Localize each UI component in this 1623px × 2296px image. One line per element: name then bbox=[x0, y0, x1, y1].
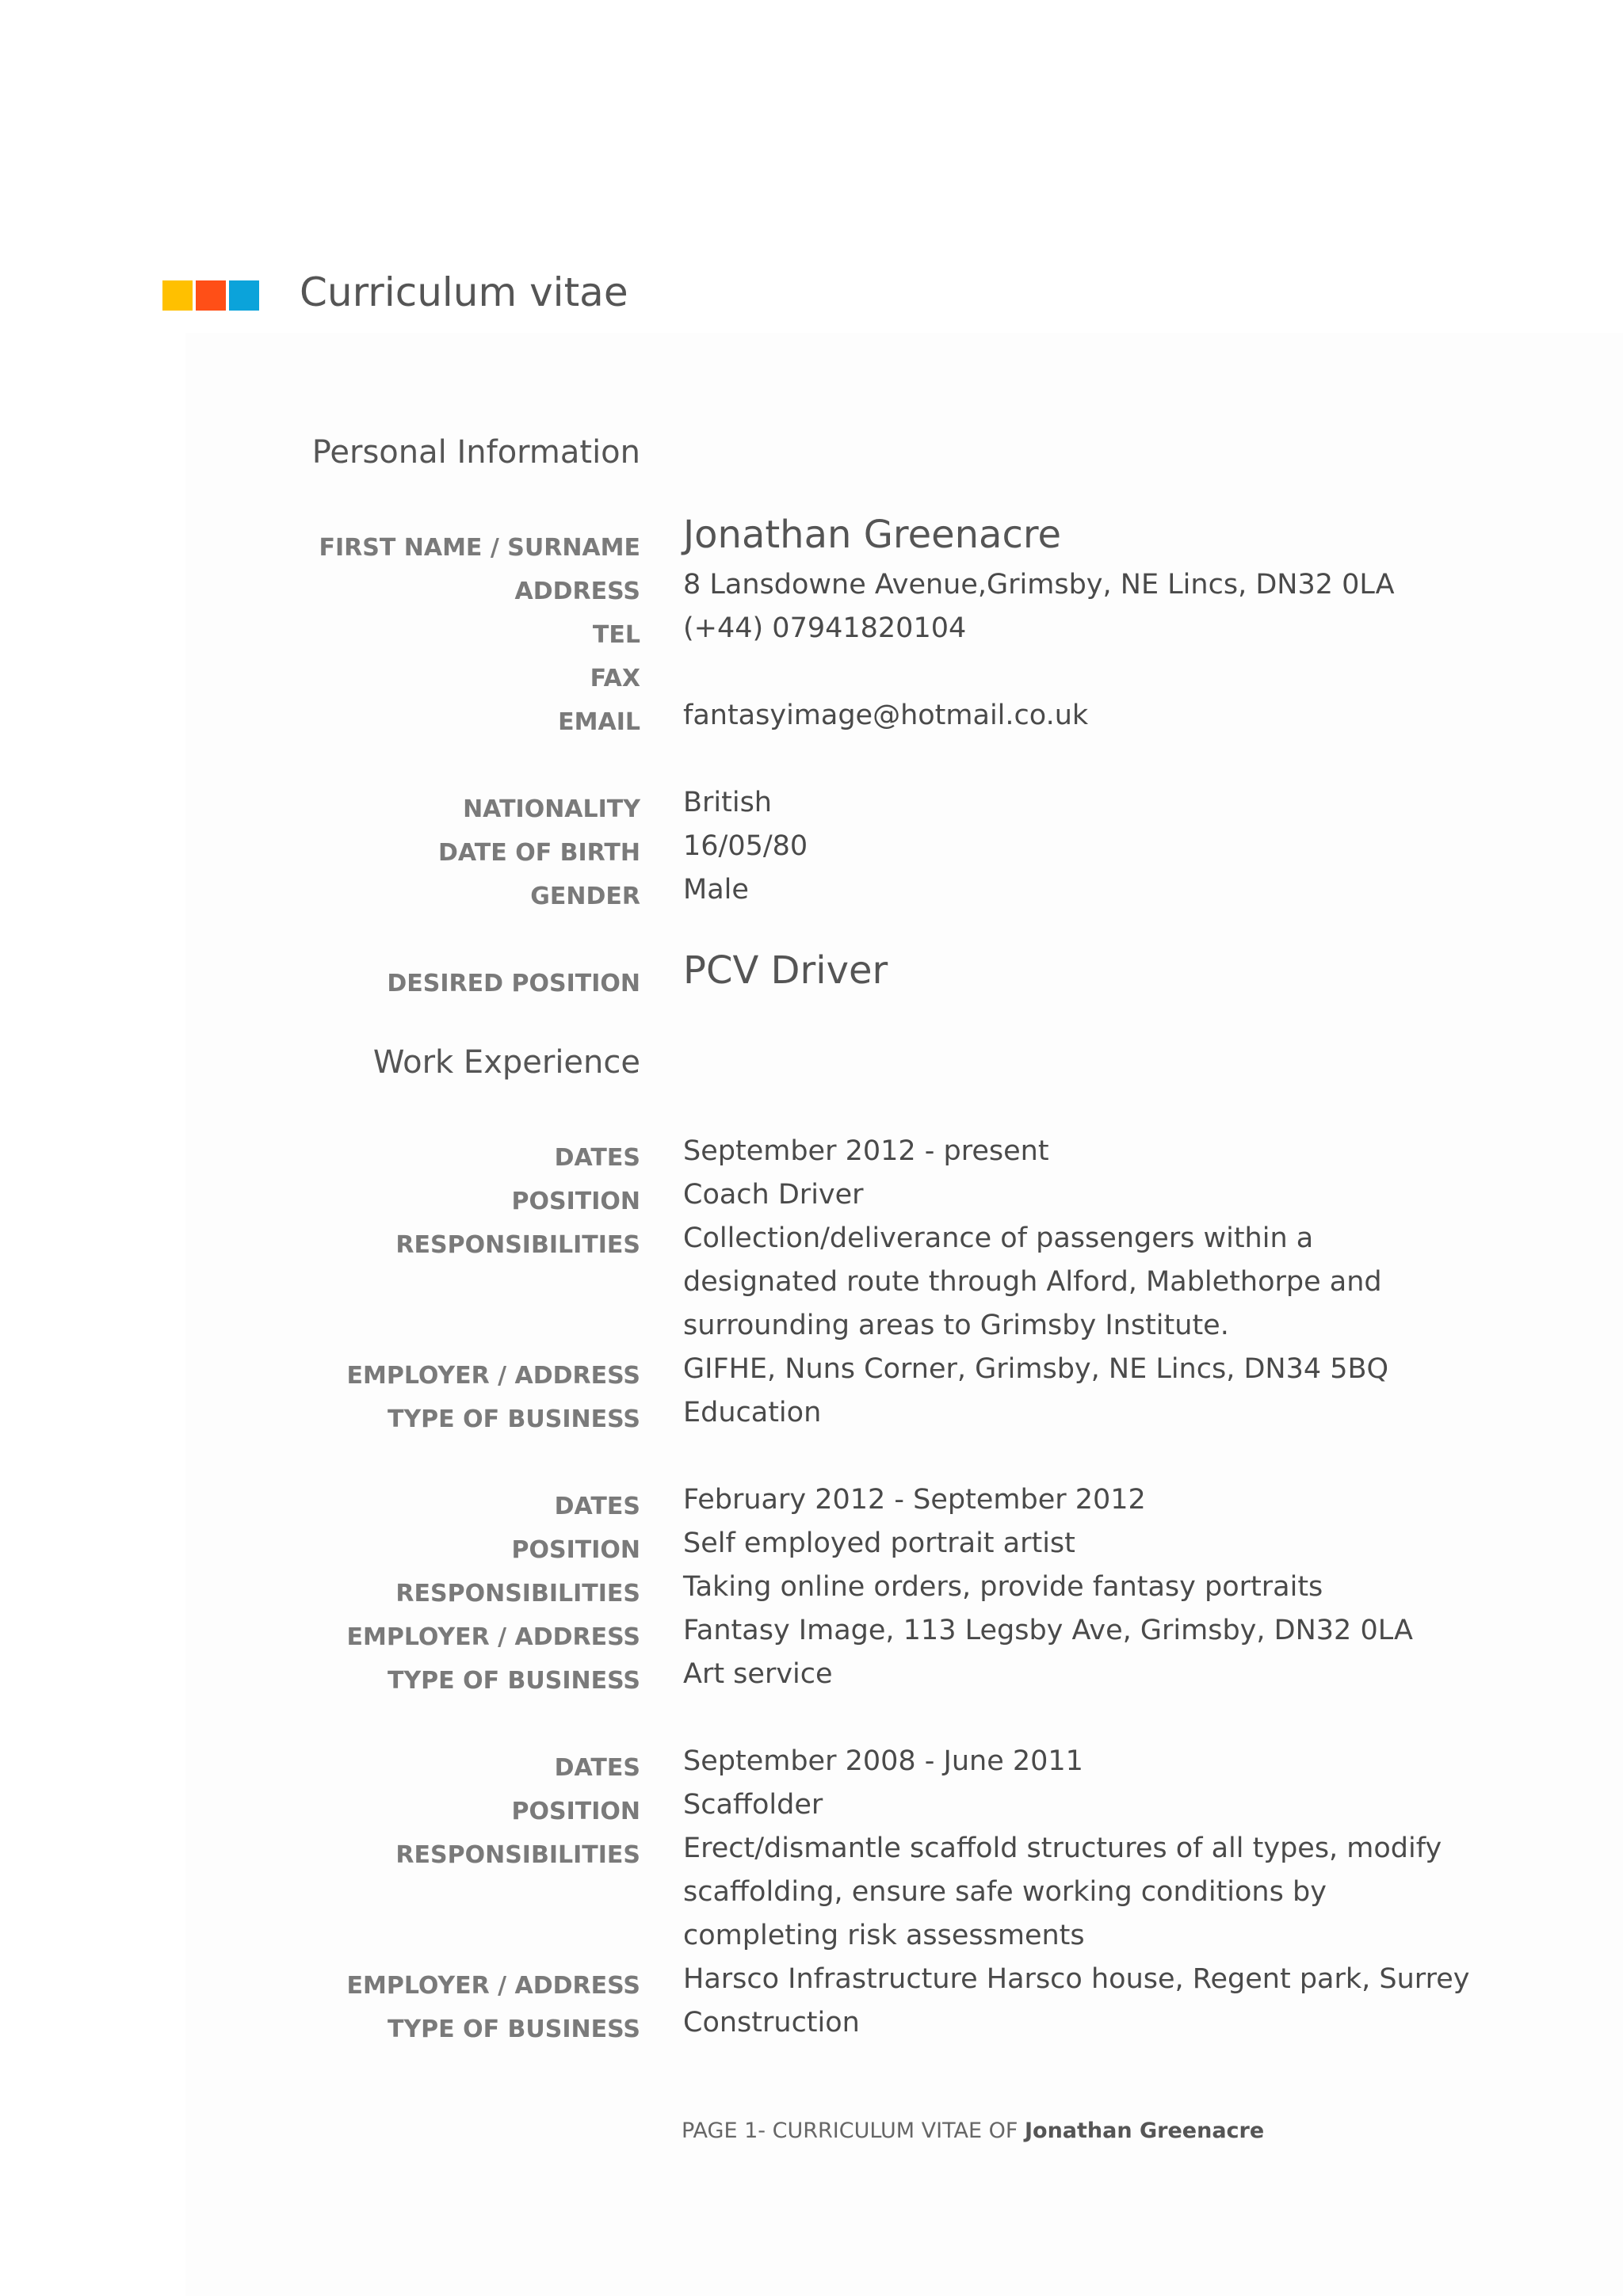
employer-label: EMPLOYER / ADDRESS bbox=[346, 1623, 640, 1651]
job-3-business: Construction bbox=[683, 2007, 860, 2039]
tel-label: TEL bbox=[592, 621, 640, 649]
name-label: FIRST NAME / SURNAME bbox=[319, 534, 640, 562]
job-1-business-row bbox=[0, 1396, 1623, 1440]
job-3-dates: September 2008 - June 2011 bbox=[683, 1745, 1083, 1777]
personal-information-heading: Personal Information bbox=[311, 434, 640, 471]
job-3-responsibilities-line: scaffolding, ensure safe working conditions by bbox=[683, 1876, 1327, 1908]
job-1-employer: GIFHE, Nuns Corner, Grimsby, NE Lincs, DN34 5BQ bbox=[683, 1353, 1389, 1385]
business-type-label: TYPE OF BUSINESS bbox=[387, 1667, 640, 1695]
logo-square-blue bbox=[229, 280, 259, 311]
business-type-label: TYPE OF BUSINESS bbox=[387, 2016, 640, 2043]
logo-square-yellow bbox=[162, 280, 193, 311]
dob-label: DATE OF BIRTH bbox=[438, 839, 640, 867]
footer-name: Jonathan Greenacre bbox=[1024, 2119, 1265, 2143]
job-1-responsibilities bbox=[683, 1217, 1382, 1348]
job-2-business-row bbox=[0, 1657, 1623, 1701]
responsibilities-label: RESPONSIBILITIES bbox=[395, 1231, 640, 1259]
name-row bbox=[0, 513, 1623, 568]
gender-value: Male bbox=[683, 874, 749, 906]
nationality-value: British bbox=[683, 787, 772, 818]
job-1-responsibilities-line: Collection/deliverance of passengers within a bbox=[683, 1222, 1314, 1254]
footer-prefix: PAGE 1- CURRICULUM VITAE OF bbox=[682, 2119, 1025, 2143]
tel-row bbox=[0, 612, 1623, 655]
document-title: Curriculum vitae bbox=[300, 269, 628, 315]
job-3-position-row bbox=[0, 1788, 1623, 1832]
job-1-employer-row bbox=[0, 1352, 1623, 1396]
logo-square-orange bbox=[196, 280, 226, 311]
desired-position-value: PCV Driver bbox=[683, 948, 888, 993]
job-3-responsibilities-line: completing risk assessments bbox=[683, 1920, 1085, 1951]
job-3-responsibilities-row bbox=[0, 1832, 1623, 1962]
employer-label: EMPLOYER / ADDRESS bbox=[346, 1972, 640, 2000]
address-label: ADDRESS bbox=[514, 578, 640, 605]
job-3-responsibilities bbox=[683, 1827, 1442, 1958]
job-1-dates: September 2012 - present bbox=[683, 1135, 1049, 1167]
dates-label: DATES bbox=[554, 1144, 640, 1172]
position-label: POSITION bbox=[511, 1798, 640, 1825]
job-2-position-row bbox=[0, 1527, 1623, 1570]
gender-label: GENDER bbox=[530, 883, 640, 910]
dates-label: DATES bbox=[554, 1493, 640, 1520]
job-2-responsibilities bbox=[683, 1566, 1323, 1609]
email-label: EMAIL bbox=[558, 708, 640, 736]
work-experience-heading: Work Experience bbox=[372, 1044, 640, 1081]
job-1-dates-row bbox=[0, 1135, 1623, 1178]
desired-position-label: DESIRED POSITION bbox=[387, 970, 640, 997]
email-row bbox=[0, 699, 1623, 742]
job-2-employer-row bbox=[0, 1614, 1623, 1657]
address-value: 8 Lansdowne Avenue,Grimsby, NE Lincs, DN32 0LA bbox=[683, 569, 1395, 601]
fax-row bbox=[0, 655, 1623, 699]
job-2-dates: February 2012 - September 2012 bbox=[683, 1484, 1146, 1516]
job-2-employer: Fantasy Image, 113 Legsby Ave, Grimsby, DN32 0LA bbox=[683, 1615, 1413, 1646]
responsibilities-label: RESPONSIBILITIES bbox=[395, 1580, 640, 1608]
job-2-responsibilities-row bbox=[0, 1570, 1623, 1614]
job-1-responsibilities-line: designated route through Alford, Mablethorpe and bbox=[683, 1266, 1382, 1298]
address-row bbox=[0, 568, 1623, 612]
job-3-responsibilities-line: Erect/dismantle scaffold structures of all types, modify bbox=[683, 1833, 1442, 1864]
job-3-employer-row bbox=[0, 1962, 1623, 2006]
dob-row bbox=[0, 830, 1623, 873]
full-name: Jonathan Greenacre bbox=[683, 513, 1062, 557]
fax-label: FAX bbox=[590, 665, 640, 692]
desired-position-row bbox=[0, 948, 1623, 1004]
job-2-dates-row bbox=[0, 1483, 1623, 1527]
dob-value: 16/05/80 bbox=[683, 830, 808, 862]
dates-label: DATES bbox=[554, 1754, 640, 1782]
job-1-position: Coach Driver bbox=[683, 1179, 864, 1211]
job-3-dates-row bbox=[0, 1745, 1623, 1788]
job-3-position: Scaffolder bbox=[683, 1789, 823, 1821]
job-2-responsibilities-line: Taking online orders, provide fantasy portraits bbox=[683, 1571, 1323, 1603]
tel-value: (+44) 07941820104 bbox=[683, 612, 967, 644]
job-1-position-row bbox=[0, 1178, 1623, 1222]
responsibilities-label: RESPONSIBILITIES bbox=[395, 1841, 640, 1869]
job-1-business: Education bbox=[683, 1397, 822, 1428]
job-1-responsibilities-row bbox=[0, 1222, 1623, 1352]
email-value: fantasyimage@hotmail.co.uk bbox=[683, 700, 1089, 731]
job-2-business: Art service bbox=[683, 1658, 833, 1690]
job-3-business-row bbox=[0, 2006, 1623, 2050]
employer-label: EMPLOYER / ADDRESS bbox=[346, 1362, 640, 1390]
nationality-row bbox=[0, 786, 1623, 830]
business-type-label: TYPE OF BUSINESS bbox=[387, 1405, 640, 1433]
position-label: POSITION bbox=[511, 1536, 640, 1564]
job-1-responsibilities-line: surrounding areas to Grimsby Institute. bbox=[683, 1310, 1229, 1341]
job-2-position: Self employed portrait artist bbox=[683, 1527, 1075, 1559]
page-footer bbox=[682, 2119, 1264, 2143]
nationality-label: NATIONALITY bbox=[463, 795, 640, 823]
position-label: POSITION bbox=[511, 1188, 640, 1215]
gender-row bbox=[0, 873, 1623, 917]
job-3-employer: Harsco Infrastructure Harsco house, Regent park, Surrey bbox=[683, 1963, 1470, 1995]
